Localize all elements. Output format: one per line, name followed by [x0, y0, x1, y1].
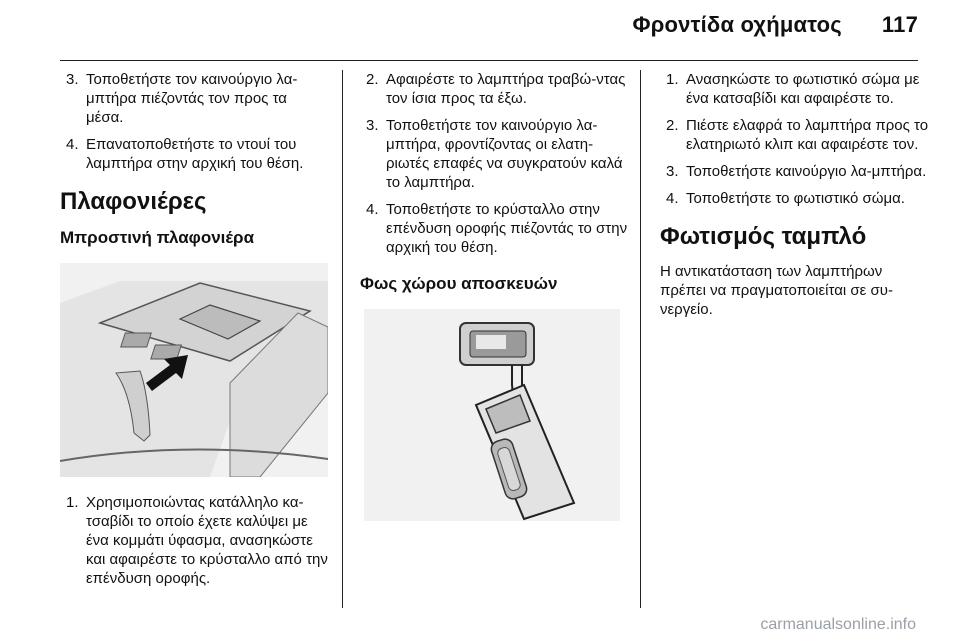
section-paragraph: Η αντικατάσταση των λαμπτήρων πρέπει να πραγματοποιείται σε συ-νεργείο.: [660, 263, 893, 318]
steps-list-bottom: [60, 493, 328, 588]
step-text: Τοποθετήστε το φωτιστικό σώμα.: [686, 190, 905, 207]
step-number: 1.: [66, 494, 79, 511]
step-text: Τοποθετήστε τον καινούργιο λα-μπτήρα πιέζοντάς τον προς τα μέσα.: [86, 71, 298, 126]
watermark: carmanualsonline.info: [760, 616, 916, 633]
column-2: [360, 70, 628, 521]
front-courtesy-light-illustration: [60, 263, 328, 477]
column-3: [660, 70, 930, 319]
section-title: Φωτισμός ταμπλό: [660, 223, 867, 250]
list-item: [660, 70, 930, 108]
list-item: [60, 135, 328, 173]
list-item: [660, 162, 930, 181]
step-text: Αφαιρέστε το λαμπτήρα τραβώ-ντας τον ίσια προς τα έξω.: [386, 71, 626, 107]
page-header-title: Φροντίδα οχήματος: [632, 12, 842, 37]
list-item: [360, 116, 628, 192]
step-number: 4.: [366, 201, 379, 218]
column-divider-1: [342, 70, 343, 608]
list-item: [360, 70, 628, 108]
list-item: [660, 189, 930, 208]
luggage-light-drawing: [364, 309, 620, 521]
list-item: [60, 70, 328, 127]
list-item: [60, 493, 328, 588]
header-rule: [60, 60, 918, 61]
step-text: Επανατοποθετήστε το ντουί του λαμπτήρα στην αρχική του θέση.: [86, 136, 304, 172]
list-item: [660, 116, 930, 154]
list-item: [360, 200, 628, 257]
section-title: Πλαφονιέρες: [60, 188, 207, 215]
step-text: Τοποθετήστε καινούργιο λα-μπτήρα.: [686, 163, 927, 180]
step-number: 3.: [66, 71, 79, 88]
step-number: 4.: [666, 190, 679, 207]
front-courtesy-light-drawing: [60, 263, 328, 477]
column-1: [60, 70, 328, 596]
page-header: [632, 12, 918, 38]
step-text: Χρησιμοποιώντας κατάλληλο κα-τσαβίδι το οποίο έχετε καλύψει με ένα κομμάτι ύφασμα, ανασηκώστε και αφαιρέστε το κρύσταλλο από την επένδυση οροφής.: [86, 494, 328, 587]
step-number: 4.: [66, 136, 79, 153]
subsection-title: Μπροστινή πλαφονιέρα: [60, 228, 255, 247]
step-text: Τοποθετήστε τον καινούργιο λα-μπτήρα, φροντίζοντας οι ελατη-ριωτές επαφές να συγκρατούν καλά το λαμπτήρα.: [386, 117, 623, 191]
step-number: 3.: [666, 163, 679, 180]
step-number: 2.: [666, 117, 679, 134]
column-divider-2: [640, 70, 641, 608]
step-number: 1.: [666, 71, 679, 88]
step-text: Τοποθετήστε το κρύσταλλο στην επένδυση οροφής πιέζοντάς το στην αρχική του θέση.: [386, 201, 628, 256]
subsection-title: Φως χώρου αποσκευών: [360, 274, 558, 293]
steps-list: [660, 70, 930, 208]
step-text: Πιέστε ελαφρά το λαμπτήρα προς το ελατηριωτό κλιπ και αφαιρέστε τον.: [686, 117, 929, 153]
page-number: 117: [881, 12, 918, 37]
steps-list-top: [60, 70, 328, 173]
step-text: Ανασηκώστε το φωτιστικό σώμα με ένα κατσαβίδι και αφαιρέστε το.: [686, 71, 920, 107]
step-number: 2.: [366, 71, 379, 88]
step-number: 3.: [366, 117, 379, 134]
luggage-compartment-light-illustration: [364, 309, 620, 521]
steps-list: [360, 70, 628, 257]
